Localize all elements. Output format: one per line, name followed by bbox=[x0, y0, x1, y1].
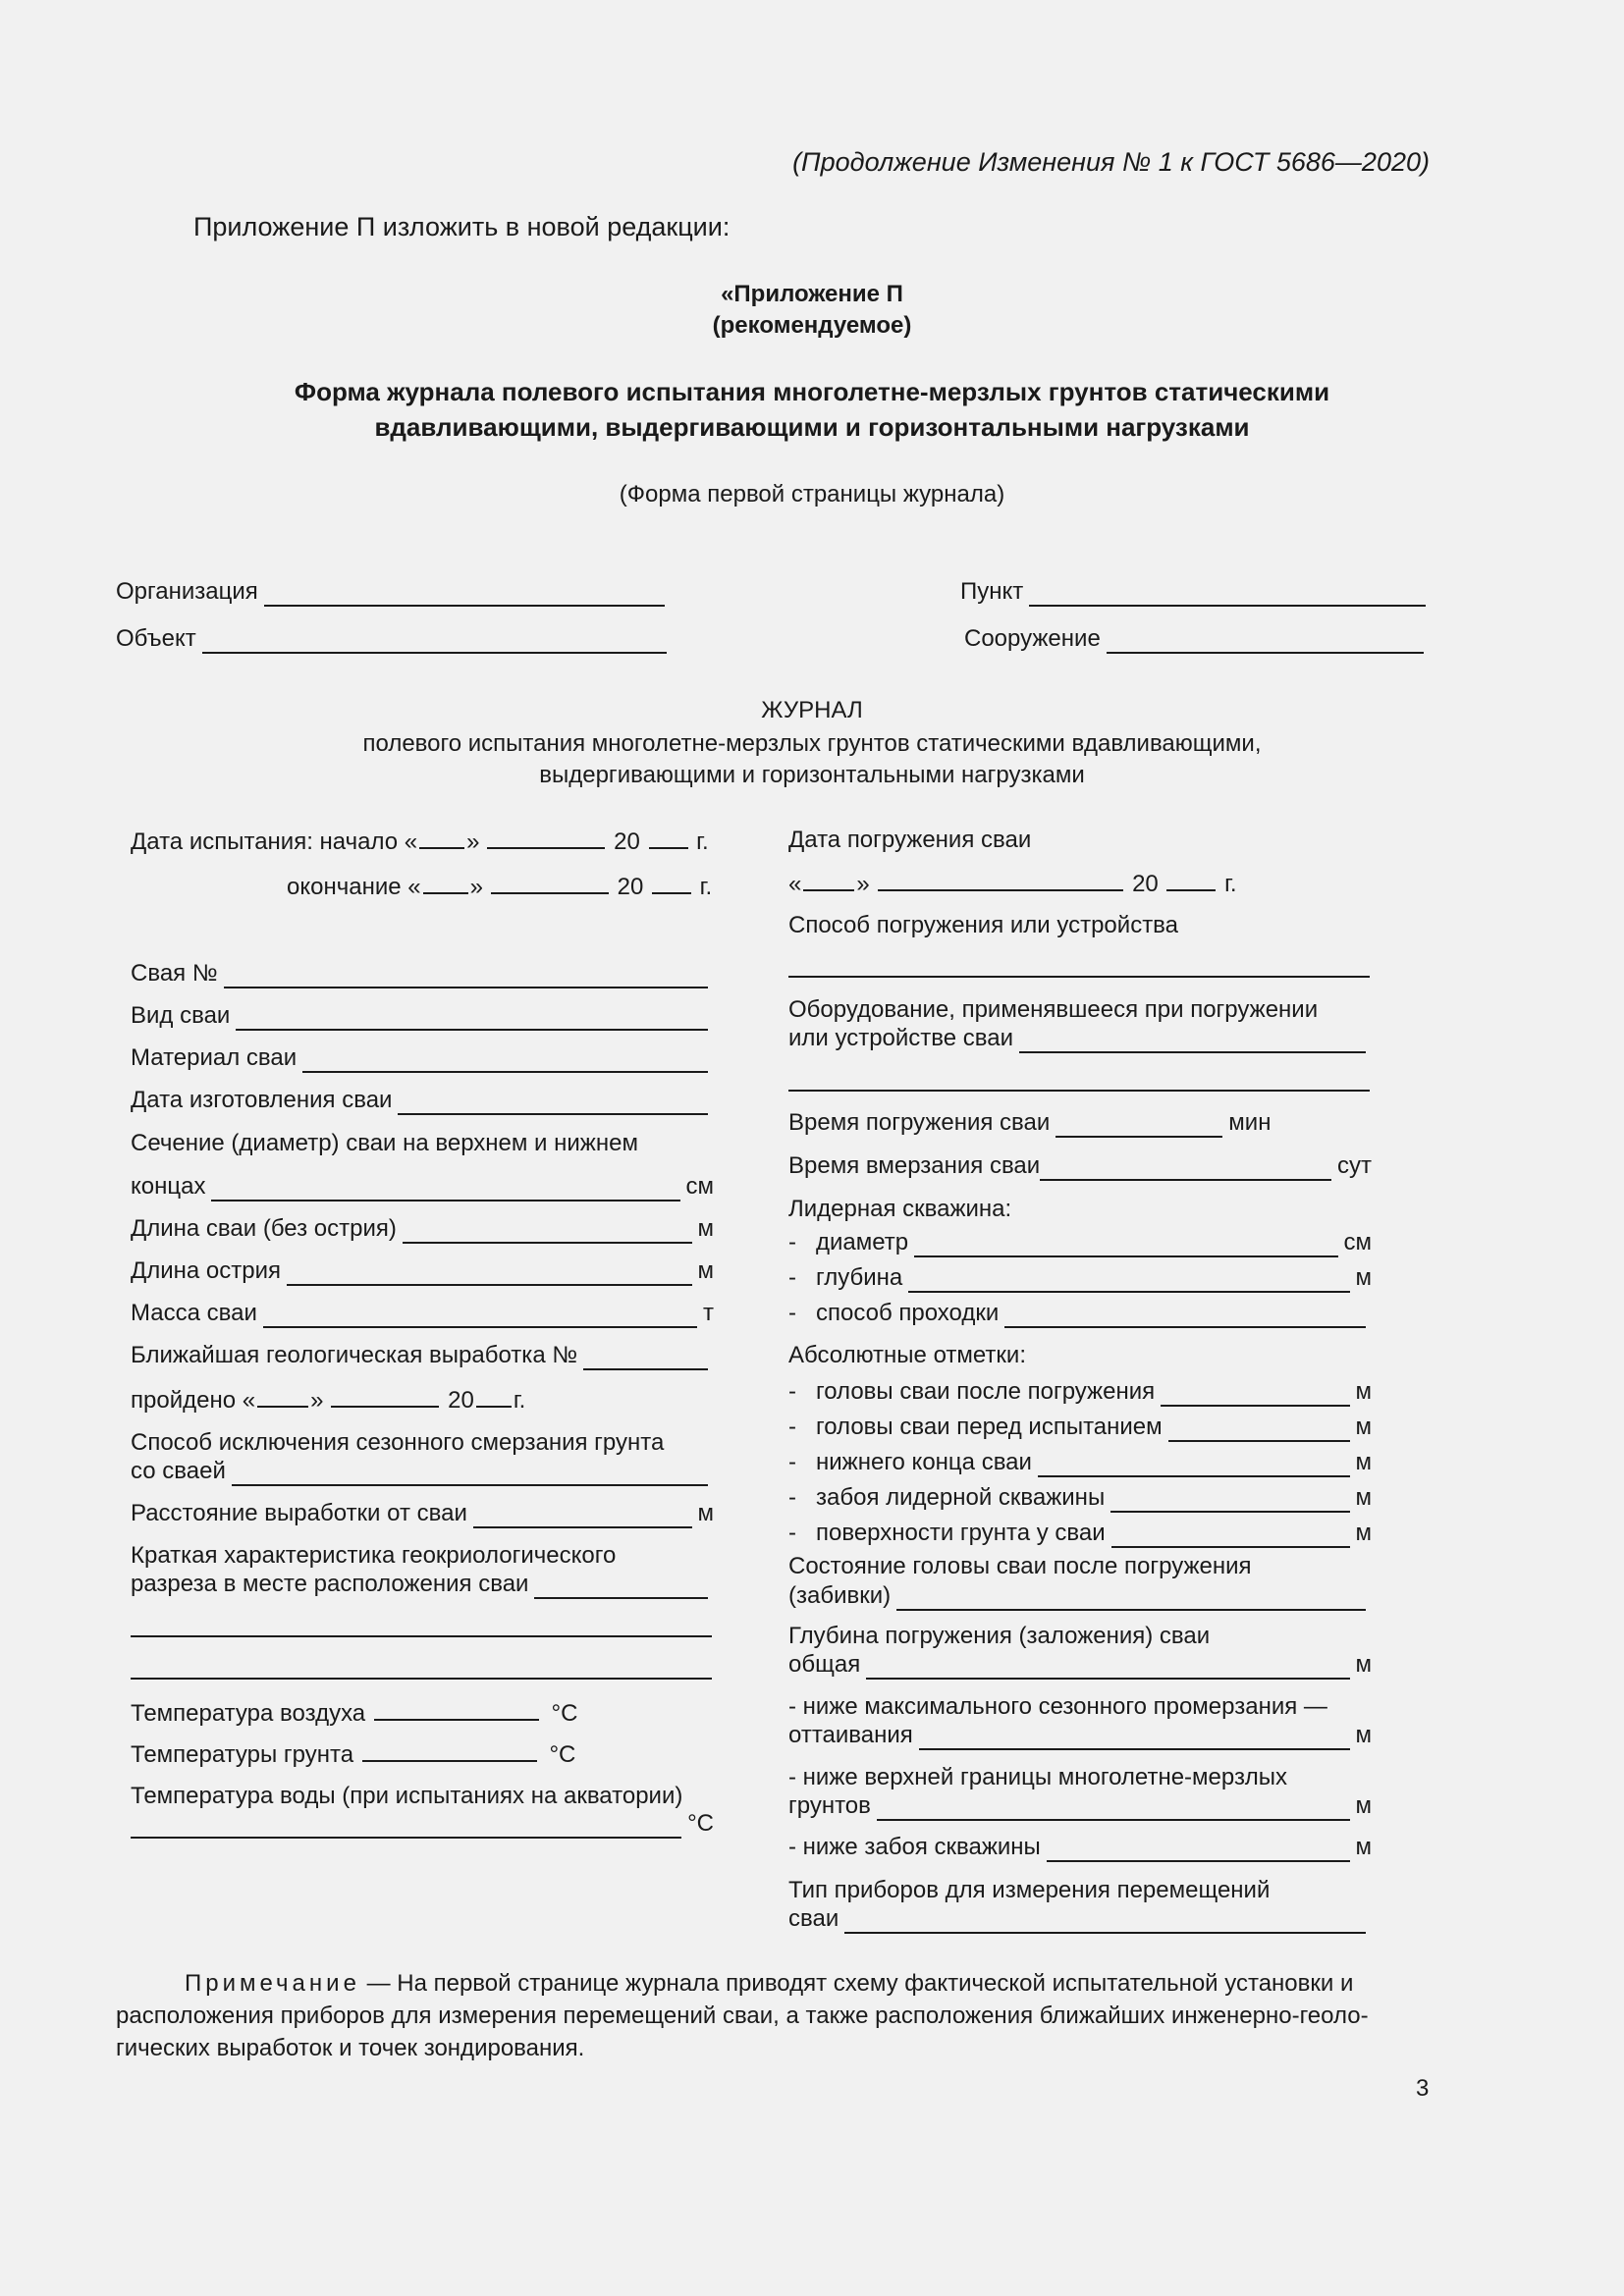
mass-label: Масса сваи bbox=[131, 1300, 257, 1326]
length-label: Длина сваи (без острия) bbox=[131, 1215, 397, 1242]
lower-end-field[interactable] bbox=[788, 1448, 1372, 1477]
year-prefix: 20 bbox=[617, 874, 644, 900]
head-after-field[interactable] bbox=[788, 1377, 1372, 1407]
depth-total-field[interactable] bbox=[788, 1650, 1372, 1680]
quote-close: » bbox=[466, 828, 480, 855]
unit-m: м bbox=[697, 1257, 714, 1284]
dash: - bbox=[788, 1378, 796, 1405]
below-perm-label-line2: грунтов bbox=[788, 1792, 871, 1819]
note-line1-text: — На первой странице журнала приводят схему фактической испытательной установки и bbox=[359, 1970, 1354, 1997]
nearest-working-field[interactable] bbox=[131, 1341, 714, 1370]
devices-label-line1: Тип приборов для измерения перемещений bbox=[788, 1877, 1271, 1903]
passed-label: пройдено « bbox=[131, 1387, 256, 1414]
immersion-date-label: Дата погружения сваи bbox=[788, 827, 1032, 853]
unit-m: м bbox=[697, 1215, 714, 1242]
diameter-label: диаметр bbox=[816, 1229, 909, 1255]
structure-field[interactable] bbox=[964, 624, 1430, 654]
test-date-end-label: окончание « bbox=[287, 874, 421, 900]
year-prefix: 20 bbox=[614, 828, 640, 855]
intro-text: Приложение П изложить в новой редакции: bbox=[193, 212, 731, 241]
tip-length-label: Длина острия bbox=[131, 1257, 282, 1284]
leader-label: Лидерная скважина: bbox=[788, 1196, 1012, 1222]
brief-label-line1: Краткая характеристика геокриологического bbox=[131, 1542, 617, 1569]
unit-m: м bbox=[1355, 1414, 1372, 1440]
ground-surface-field[interactable] bbox=[788, 1519, 1372, 1548]
unit-day: сут bbox=[1337, 1152, 1372, 1179]
pile-no-field[interactable] bbox=[131, 959, 714, 988]
organization-field[interactable] bbox=[116, 577, 671, 607]
depth-total-label-line1: Глубина погружения (заложения) сваи bbox=[788, 1623, 1211, 1649]
object-label: Объект bbox=[116, 625, 196, 652]
unit-m: м bbox=[1355, 1520, 1372, 1546]
below-max-field[interactable] bbox=[788, 1721, 1372, 1750]
year-prefix: 20 bbox=[448, 1387, 474, 1414]
drilling-label: способ проходки bbox=[816, 1300, 1000, 1326]
head-before-label: головы сваи перед испытанием bbox=[816, 1414, 1163, 1440]
distance-label: Расстояние выработки от сваи bbox=[131, 1500, 467, 1526]
air-temp-label: Температура воздуха bbox=[131, 1700, 366, 1727]
nearest-working-label: Ближайшая геологическая выработка № bbox=[131, 1342, 578, 1368]
lower-end-label: нижнего конца сваи bbox=[816, 1449, 1032, 1475]
dash: - bbox=[788, 1264, 796, 1291]
distance-field[interactable] bbox=[131, 1499, 714, 1528]
soil-temp-field[interactable] bbox=[131, 1738, 575, 1770]
length-field[interactable] bbox=[131, 1214, 714, 1244]
unit-cm: см bbox=[1343, 1229, 1372, 1255]
unit-m: м bbox=[697, 1500, 714, 1526]
immersion-time-field[interactable] bbox=[788, 1108, 1372, 1138]
brief-field[interactable] bbox=[131, 1570, 714, 1599]
soil-temp-label: Температуры грунта bbox=[131, 1741, 354, 1768]
brief-label-line2: разреза в месте расположения сваи bbox=[131, 1571, 529, 1597]
bottom-hole-label: забоя лидерной скважины bbox=[816, 1484, 1106, 1511]
unit-m: м bbox=[1355, 1449, 1372, 1475]
depth-label: глубина bbox=[816, 1264, 903, 1291]
equipment-label-line1: Оборудование, применявшееся при погружении bbox=[788, 996, 1319, 1023]
quote-close: » bbox=[856, 871, 870, 897]
journal-title: ЖУРНАЛ bbox=[761, 697, 863, 723]
unit-celsius: °С bbox=[687, 1810, 714, 1837]
test-date-end[interactable] bbox=[287, 871, 712, 902]
dash: - bbox=[788, 1484, 796, 1511]
pile-made-label: Дата изготовления сваи bbox=[131, 1087, 393, 1113]
depth-total-label-line2: общая bbox=[788, 1651, 861, 1678]
ground-surface-label: поверхности грунта у сваи bbox=[816, 1520, 1106, 1546]
dash: - bbox=[788, 1520, 796, 1546]
equipment-extra-line[interactable] bbox=[788, 1090, 1370, 1092]
unit-m: м bbox=[1355, 1651, 1372, 1678]
unit-m: м bbox=[1355, 1792, 1372, 1819]
equipment-label-line2: или устройстве сваи bbox=[788, 1025, 1014, 1051]
devices-field[interactable] bbox=[788, 1904, 1372, 1934]
exclusion-label-line2: со сваей bbox=[131, 1458, 226, 1484]
unit-m: м bbox=[1355, 1722, 1372, 1748]
year-suffix: г. bbox=[513, 1387, 526, 1414]
exclusion-label-line1: Способ исключения сезонного смерзания грунта bbox=[131, 1429, 665, 1456]
note-line2: расположения приборов для измерения перемещений сваи, а также расположения ближайших инженерно-геоло- bbox=[116, 2002, 1369, 2029]
point-field[interactable] bbox=[960, 577, 1432, 607]
form-note: (Форма первой страницы журнала) bbox=[619, 481, 1005, 507]
object-field[interactable] bbox=[116, 624, 673, 654]
journal-line1: полевого испытания многолетне-мерзлых грунтов статическими вдавливающими, bbox=[362, 730, 1262, 757]
below-hole-field[interactable] bbox=[788, 1833, 1372, 1862]
section-field[interactable] bbox=[131, 1172, 714, 1201]
unit-m: м bbox=[1355, 1378, 1372, 1405]
note-label: Примечание bbox=[185, 1970, 360, 1997]
immersion-time-label: Время погружения сваи bbox=[788, 1109, 1051, 1136]
unit-min: мин bbox=[1228, 1109, 1272, 1136]
unit-m: м bbox=[1355, 1484, 1372, 1511]
pile-made-field[interactable] bbox=[131, 1086, 714, 1115]
page-number: 3 bbox=[1416, 2075, 1430, 2102]
immersion-date-field[interactable] bbox=[788, 868, 1237, 899]
mass-field[interactable] bbox=[131, 1299, 714, 1328]
dash: - bbox=[788, 1229, 796, 1255]
pile-type-label: Вид сваи bbox=[131, 1002, 231, 1029]
pile-type-field[interactable] bbox=[131, 1001, 714, 1031]
year-prefix: 20 bbox=[1132, 871, 1159, 897]
head-before-field[interactable] bbox=[788, 1413, 1372, 1442]
pile-material-field[interactable] bbox=[131, 1043, 714, 1073]
below-max-label-line1: - ниже максимального сезонного промерзания — bbox=[788, 1693, 1327, 1720]
unit-cm: см bbox=[685, 1173, 714, 1200]
form-title-line2: вдавливающими, выдергивающими и горизонтальными нагрузками bbox=[374, 412, 1250, 442]
unit-m: м bbox=[1355, 1834, 1372, 1860]
unit-celsius: °С bbox=[549, 1741, 576, 1768]
bottom-hole-field[interactable] bbox=[788, 1483, 1372, 1513]
dash: - bbox=[788, 1414, 796, 1440]
head-after-label: головы сваи после погружения bbox=[816, 1378, 1156, 1405]
section-label-line1: Сечение (диаметр) сваи на верхнем и нижнем bbox=[131, 1130, 638, 1156]
pile-material-label: Материал сваи bbox=[131, 1044, 298, 1071]
below-perm-field[interactable] bbox=[788, 1791, 1372, 1821]
air-temp-field[interactable] bbox=[131, 1697, 577, 1729]
depth-field[interactable] bbox=[788, 1263, 1372, 1293]
brief-extra-line-1[interactable] bbox=[131, 1635, 712, 1637]
dash: - bbox=[788, 1449, 796, 1475]
head-state-label-line1: Состояние головы сваи после погружения bbox=[788, 1553, 1252, 1579]
abs-marks-label: Абсолютные отметки: bbox=[788, 1342, 1026, 1368]
year-suffix: г. bbox=[699, 874, 713, 900]
water-temp-field[interactable] bbox=[131, 1809, 714, 1839]
brief-extra-line-2[interactable] bbox=[131, 1678, 712, 1680]
below-hole-label: - ниже забоя скважины bbox=[788, 1834, 1041, 1860]
test-date-start-label: Дата испытания: начало « bbox=[131, 828, 418, 855]
test-date-start[interactable] bbox=[131, 826, 709, 857]
method-line[interactable] bbox=[788, 976, 1370, 978]
unit-celsius: °С bbox=[551, 1700, 578, 1727]
head-state-label-line2: (забивки) bbox=[788, 1582, 892, 1609]
tip-length-field[interactable] bbox=[131, 1256, 714, 1286]
note-line1 bbox=[185, 1970, 1353, 1998]
continuation-header: (Продолжение Изменения № 1 к ГОСТ 5686—2020) bbox=[792, 147, 1430, 177]
year-suffix: г. bbox=[1224, 871, 1237, 897]
form-title-line1: Форма журнала полевого испытания многолетне-мерзлых грунтов статическими bbox=[294, 377, 1330, 406]
unit-t: т bbox=[703, 1300, 714, 1326]
section-label-line2: концах bbox=[131, 1173, 206, 1200]
organization-label: Организация bbox=[116, 578, 258, 605]
water-temp-label: Температура воды (при испытаниях на акватории) bbox=[131, 1783, 683, 1809]
below-perm-label-line1: - ниже верхней границы многолетне-мерзлых bbox=[788, 1764, 1287, 1790]
equipment-field[interactable] bbox=[788, 1024, 1372, 1053]
exclusion-field[interactable] bbox=[131, 1457, 714, 1486]
quote-close: » bbox=[310, 1387, 324, 1414]
head-state-field[interactable] bbox=[788, 1581, 1372, 1611]
year-suffix: г. bbox=[696, 828, 709, 855]
passed-date[interactable] bbox=[131, 1384, 525, 1415]
point-label: Пункт bbox=[960, 578, 1024, 605]
appendix-subtitle: (рекомендуемое) bbox=[712, 312, 912, 339]
note-line3: гических выработок и точек зондирования. bbox=[116, 2035, 585, 2061]
diameter-field[interactable] bbox=[788, 1228, 1372, 1257]
quote-open: « bbox=[788, 871, 802, 897]
structure-label: Сооружение bbox=[964, 625, 1101, 652]
pile-no-label: Свая № bbox=[131, 960, 218, 987]
appendix-title: «Приложение П bbox=[721, 281, 903, 307]
below-max-label-line2: оттаивания bbox=[788, 1722, 913, 1748]
devices-label-line2: сваи bbox=[788, 1905, 839, 1932]
drilling-field[interactable] bbox=[788, 1299, 1372, 1328]
dash: - bbox=[788, 1300, 796, 1326]
unit-m: м bbox=[1355, 1264, 1372, 1291]
freezing-time-label: Время вмерзания сваи bbox=[788, 1152, 1041, 1179]
method-label: Способ погружения или устройства bbox=[788, 912, 1179, 938]
freezing-time-field[interactable] bbox=[788, 1151, 1372, 1181]
quote-close: » bbox=[469, 874, 483, 900]
journal-line2: выдергивающими и горизонтальными нагрузками bbox=[539, 762, 1085, 788]
